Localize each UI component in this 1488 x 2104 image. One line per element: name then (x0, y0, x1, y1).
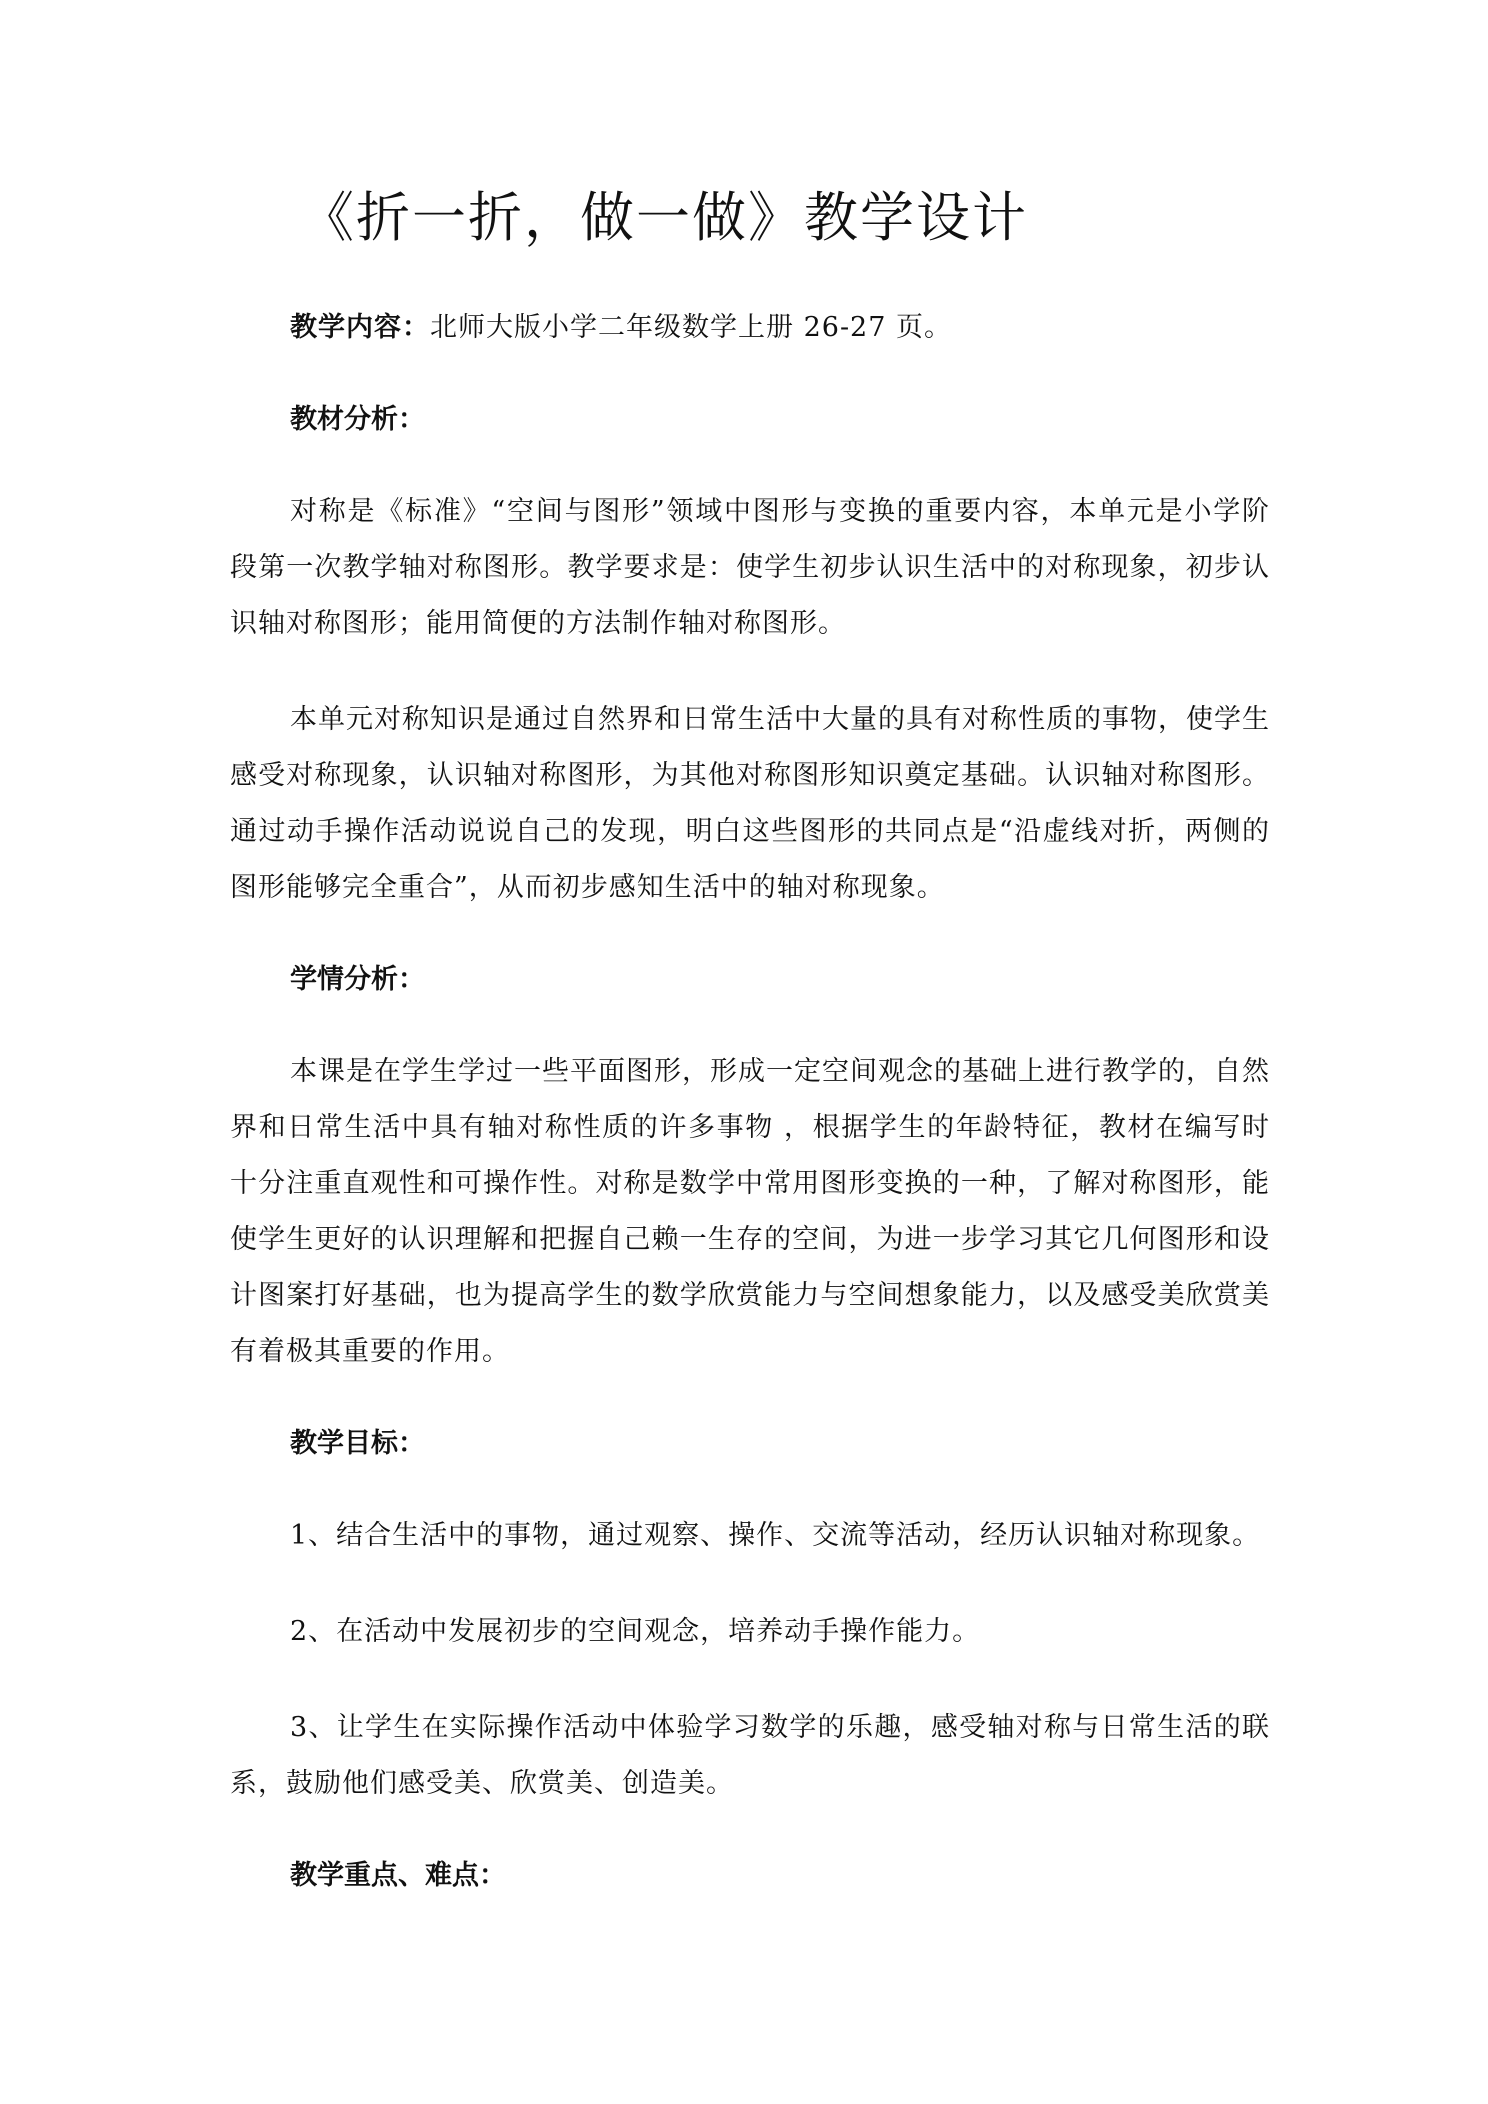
teaching-goal-item: 3、让学生在实际操作活动中体验学习数学的乐趣，感受轴对称与日常生活的联系，鼓励他们感受美、欣赏美、创造美。 (230, 1712, 1270, 1799)
document-title: 《折一折，做一做》教学设计 (300, 186, 1028, 249)
textbook-analysis-paragraph: 对称是《标准》“空间与图形”领域中图形与变换的重要内容，本单元是小学阶段第一次教学轴对称图形。教学要求是：使学生初步认识生活中的对称现象，初步认识轴对称图形；能用简便的方法制作轴对称图形。 (230, 496, 1270, 639)
document-body (230, 300, 1270, 1904)
student-analysis-paragraph: 本课是在学生学过一些平面图形，形成一定空间观念的基础上进行教学的，自然界和日常生活中具有轴对称性质的许多事物 ，根据学生的年龄特征，教材在编写时十分注重直观性和可操作性。对称是数学中常用图形变换的一种，了解对称图形，能使学生更好的认识理解和把握自己赖一生存的空间，为进一步学习其它几何图形和设计图案打好基础，也为提高学生的数学欣赏能力与空间想象能力，以及感受美欣赏美有着极其重要的作用。 (230, 1056, 1270, 1367)
teaching-goal-item: 2、在活动中发展初步的空间观念，培养动手操作能力。 (290, 1616, 981, 1647)
student-analysis-heading: 学情分析： (290, 964, 425, 995)
teaching-goal-item: 1、结合生活中的事物，通过观察、操作、交流等活动，经历认识轴对称现象。 (290, 1520, 1261, 1551)
teaching-content-line (230, 300, 1270, 356)
teaching-content-text: 北师大版小学二年级数学上册 26-27 页。 (430, 312, 953, 343)
key-points-heading: 教学重点、难点： (290, 1860, 506, 1891)
teaching-goals-heading: 教学目标： (290, 1428, 425, 1459)
textbook-analysis-heading: 教材分析： (290, 404, 425, 435)
textbook-analysis-paragraph: 本单元对称知识是通过自然界和日常生活中大量的具有对称性质的事物，使学生感受对称现象，认识轴对称图形，为其他对称图形知识奠定基础。认识轴对称图形。通过动手操作活动说说自己的发现，明白这些图形的共同点是“沿虚线对折，两侧的图形能够完全重合”，从而初步感知生活中的轴对称现象。 (230, 704, 1270, 903)
teaching-content-label: 教学内容： (290, 312, 430, 343)
